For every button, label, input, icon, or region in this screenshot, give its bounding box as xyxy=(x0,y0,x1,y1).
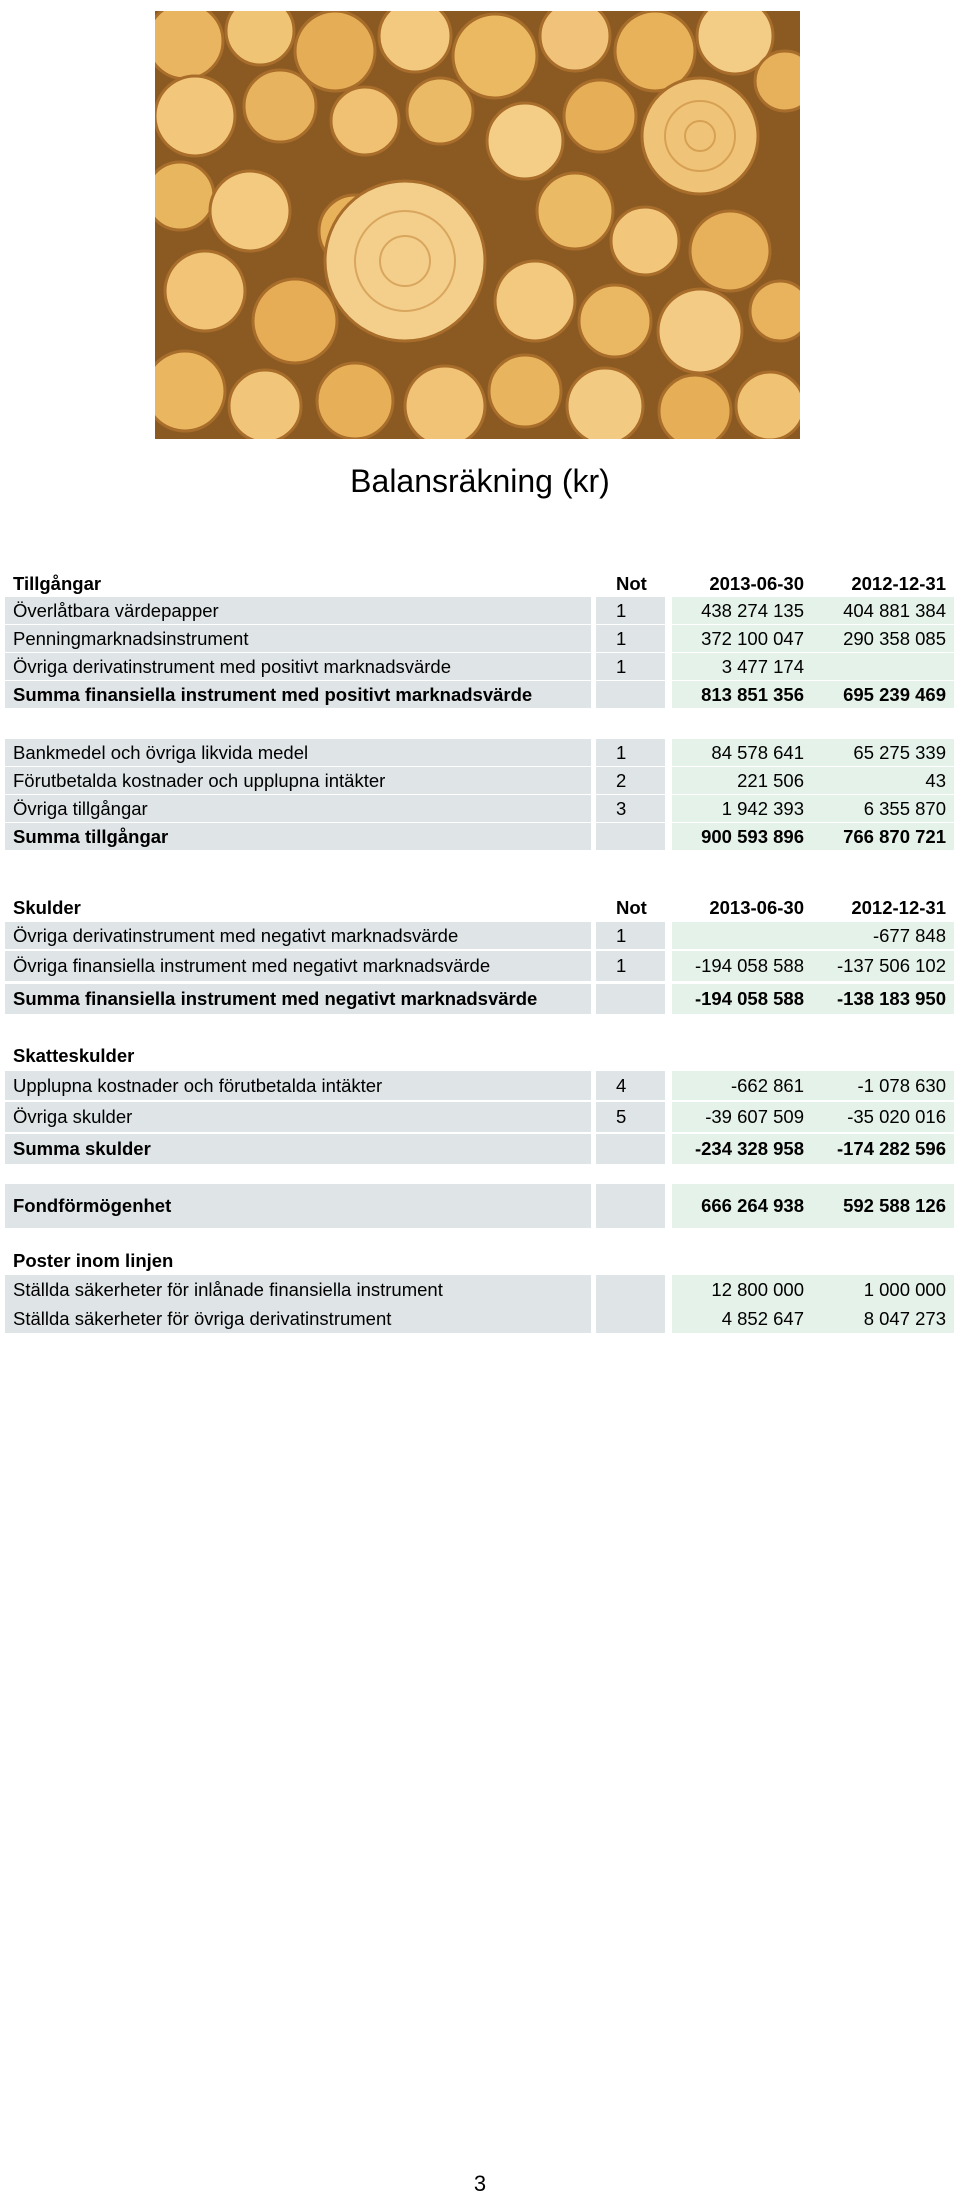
row-not xyxy=(596,1134,665,1164)
page-number: 3 xyxy=(473,2171,487,2196)
table-row xyxy=(0,1275,960,1304)
row-label: Summa tillgångar xyxy=(5,823,591,850)
liabilities-header-not: Not xyxy=(616,896,647,918)
row-not xyxy=(596,681,665,708)
row-not xyxy=(596,1275,665,1304)
row-not: 1 xyxy=(596,739,665,766)
table-row xyxy=(0,951,960,981)
table-row xyxy=(0,653,960,680)
row-value-2013: 221 506 xyxy=(672,767,812,794)
subtotal-row xyxy=(0,984,960,1014)
tax-header-row xyxy=(0,1042,960,1069)
row-value-2012: 695 239 469 xyxy=(812,681,954,708)
row-value-2013: 372 100 047 xyxy=(672,625,812,652)
assets-header-row xyxy=(0,570,960,597)
row-value-2012: 65 275 339 xyxy=(812,739,954,766)
table-row xyxy=(0,1102,960,1132)
row-value-2013: -662 861 xyxy=(672,1071,812,1100)
fund-not xyxy=(596,1184,665,1228)
row-value-2013: -39 607 509 xyxy=(672,1102,812,1132)
row-label: Summa finansiella instrument med negativt marknadsvärde xyxy=(5,984,591,1014)
row-value-2012: 6 355 870 xyxy=(812,795,954,822)
row-label: Summa finansiella instrument med positivt marknadsvärde xyxy=(5,681,591,708)
liabilities-header-col1: 2013-06-30 xyxy=(709,896,804,918)
row-label: Övriga finansiella instrument med negativt marknadsvärde xyxy=(5,951,591,981)
row-label: Övriga derivatinstrument med positivt marknadsvärde xyxy=(5,653,591,680)
off-balance-header-row xyxy=(0,1247,960,1274)
row-not: 1 xyxy=(596,922,665,949)
row-label: Övriga tillgångar xyxy=(5,795,591,822)
row-value-2013: 900 593 896 xyxy=(672,823,812,850)
row-label: Upplupna kostnader och förutbetalda intäkter xyxy=(5,1071,591,1100)
row-not: 1 xyxy=(596,653,665,680)
row-value-2012: -137 506 102 xyxy=(812,951,954,981)
page-title: Balansräkning (kr) xyxy=(350,463,610,499)
tax-header-label: Skatteskulder xyxy=(13,1044,135,1066)
total-row xyxy=(0,1134,960,1164)
table-row xyxy=(0,1071,960,1100)
row-label: Penningmarknadsinstrument xyxy=(5,625,591,652)
row-value-2013: 4 852 647 xyxy=(672,1304,812,1333)
table-row xyxy=(0,767,960,794)
row-not: 2 xyxy=(596,767,665,794)
row-not: 3 xyxy=(596,795,665,822)
row-not: 1 xyxy=(596,625,665,652)
row-value-2012: 43 xyxy=(812,767,954,794)
assets-header-label: Tillgångar xyxy=(13,572,102,594)
row-not: 1 xyxy=(596,951,665,981)
row-value-2013: 1 942 393 xyxy=(672,795,812,822)
row-not xyxy=(596,984,665,1014)
row-value-2012 xyxy=(812,653,954,680)
table-row xyxy=(0,625,960,652)
row-not: 1 xyxy=(596,597,665,624)
fund-label: Fondförmögenhet xyxy=(5,1184,591,1228)
row-label: Överlåtbara värdepapper xyxy=(5,597,591,624)
row-label: Ställda säkerheter för övriga derivatinstrument xyxy=(5,1304,591,1333)
row-not xyxy=(596,823,665,850)
row-value-2013: 438 274 135 xyxy=(672,597,812,624)
row-not xyxy=(596,1304,665,1333)
table-row xyxy=(0,597,960,624)
row-value-2012: 766 870 721 xyxy=(812,823,954,850)
assets-header-not: Not xyxy=(616,572,647,594)
row-value-2013: 12 800 000 xyxy=(672,1275,812,1304)
row-value-2012: -35 020 016 xyxy=(812,1102,954,1132)
row-not: 4 xyxy=(596,1071,665,1100)
row-value-2013: 813 851 356 xyxy=(672,681,812,708)
row-label: Ställda säkerheter för inlånade finansiella instrument xyxy=(5,1275,591,1304)
row-value-2012: -677 848 xyxy=(812,922,954,949)
row-label: Bankmedel och övriga likvida medel xyxy=(5,739,591,766)
row-value-2012: -174 282 596 xyxy=(812,1134,954,1164)
liabilities-header-row xyxy=(0,894,960,921)
row-value-2013: -194 058 588 xyxy=(672,984,812,1014)
row-value-2012: 404 881 384 xyxy=(812,597,954,624)
table-row xyxy=(0,739,960,766)
row-label: Förutbetalda kostnader och upplupna intäkter xyxy=(5,767,591,794)
row-label: Övriga skulder xyxy=(5,1102,591,1132)
row-value-2013: 84 578 641 xyxy=(672,739,812,766)
table-row xyxy=(0,922,960,949)
subtotal-row xyxy=(0,681,960,708)
row-value-2012: -138 183 950 xyxy=(812,984,954,1014)
row-value-2013: -194 058 588 xyxy=(672,951,812,981)
row-value-2012: 1 000 000 xyxy=(812,1275,954,1304)
row-label: Summa skulder xyxy=(5,1134,591,1164)
assets-header-col1: 2013-06-30 xyxy=(709,572,804,594)
row-label: Övriga derivatinstrument med negativt marknadsvärde xyxy=(5,922,591,949)
total-row xyxy=(0,823,960,850)
row-value-2012: -1 078 630 xyxy=(812,1071,954,1100)
fund-row xyxy=(0,1184,960,1228)
row-value-2012: 8 047 273 xyxy=(812,1304,954,1333)
assets-header-col2: 2012-12-31 xyxy=(851,572,946,594)
row-value-2012: 290 358 085 xyxy=(812,625,954,652)
table-row xyxy=(0,1304,960,1333)
liabilities-header-label: Skulder xyxy=(13,896,81,918)
row-value-2013 xyxy=(672,922,812,949)
fund-value-2013: 666 264 938 xyxy=(672,1184,812,1228)
fund-value-2012: 592 588 126 xyxy=(812,1184,954,1228)
liabilities-header-col2: 2012-12-31 xyxy=(851,896,946,918)
row-value-2013: -234 328 958 xyxy=(672,1134,812,1164)
cover-photo-logs xyxy=(155,11,800,439)
row-not: 5 xyxy=(596,1102,665,1132)
off-balance-header-label: Poster inom linjen xyxy=(13,1249,174,1271)
table-row xyxy=(0,795,960,822)
row-value-2013: 3 477 174 xyxy=(672,653,812,680)
